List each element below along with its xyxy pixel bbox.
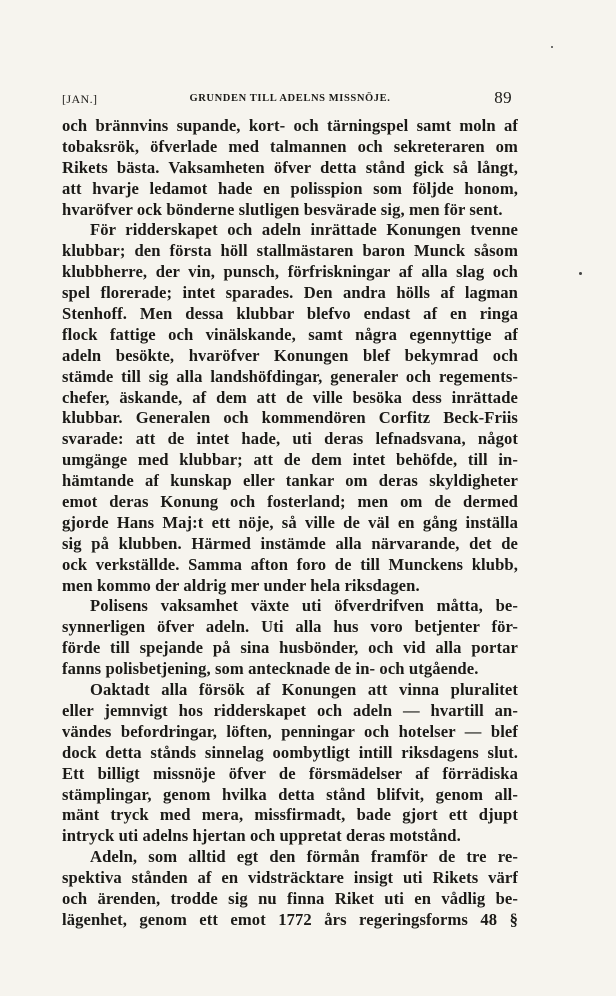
text-line: ock verkställde. Samma afton foro de till Munckens klubb, <box>62 554 518 574</box>
text-line: svarade: att de intet hade, uti deras lefnadsvana, något <box>62 429 518 449</box>
text-line: Stenhoff. Men dessa klubbar blefvo endast af en ringa <box>62 304 518 324</box>
text-line: spel florerade; intet sparades. Den andra hölls af lagman <box>62 283 518 303</box>
text-line: och ärenden, trodde sig nu finna Riket uti en vådlig be- <box>62 888 518 908</box>
margin-speck <box>551 46 553 48</box>
text-line: förde till spejande på sina husbönder, och vid alla portar <box>62 638 518 658</box>
text-line: Ett billigt missnöje öfver de försmädelser af förrädiska <box>62 763 518 783</box>
margin-speck <box>579 272 582 275</box>
text-line: intryck uti adelns hjertan och uppretat deras motstånd. <box>62 826 461 846</box>
text-line: Rikets bästa. Vaksamheten öfver detta stånd gick så långt, <box>62 157 518 177</box>
text-line: synnerligen öfver adeln. Uti alla hus voro betjenter för- <box>62 617 518 637</box>
page-number: 89 <box>494 88 512 107</box>
text-line: klubbherre, der vin, punsch, förfriskningar af alla slag och <box>62 262 518 282</box>
text-line: klubbar; den första höll stallmästaren baron Munck såsom <box>62 241 518 261</box>
running-head-month: [JAN.] <box>62 92 98 106</box>
text-line: sig på klubben. Härmed instämde alla närvarande, det de <box>62 533 518 553</box>
text-line: umgänge med klubbar; att de dem intet behöfde, till in- <box>62 450 518 470</box>
text-line: adeln besökte, hvaröfver Konungen blef bekymrad och <box>62 345 518 365</box>
text-line: och brännvins supande, kort- och tärningspel samt moln af <box>62 116 518 135</box>
text-line: mänt tryck med mera, missfirmadt, bade gjort ett djupt <box>62 805 518 825</box>
text-line: Adeln, som alltid egt den förmån framför de tre re- <box>90 847 518 867</box>
text-line: hämtande af kunskap eller tankar om deras skyldigheter <box>62 471 518 491</box>
text-line: tobaksrök, öfverlade med talmannen och sekreteraren om <box>62 136 518 156</box>
running-head-title: GRUNDEN TILL ADELNS MISSNÖJE. <box>189 93 391 104</box>
text-line: men kommo der aldrig mer under hela riksdagen. <box>62 575 420 595</box>
book-page <box>62 88 518 931</box>
text-line: att hvarje ledamot hade en polisspion som följde honom, <box>62 178 518 198</box>
text-line: dock detta stånds sinnelag oombytligt intill riksdagens slut. <box>62 742 518 762</box>
body-text <box>62 116 518 931</box>
text-line: emot deras Konung och fosterland; men om de dermed <box>62 492 518 512</box>
text-line: gjorde Hans Maj:t ett nöje, så ville de väl en gång inställa <box>62 512 518 532</box>
text-line: För ridderskapet och adeln inrättade Konungen tvenne <box>90 220 518 240</box>
text-line: fanns polisbetjening, som antecknade de in- och utgående. <box>62 659 479 679</box>
text-line: hvaröfver ock bönderne slutligen besvärade sig, men för sent. <box>62 199 503 219</box>
text-line: spektiva stånden af en vidsträcktare insigt uti Rikets värf <box>62 868 518 888</box>
text-line: flock fattige och vinälskande, samt några egennyttige af <box>62 324 518 344</box>
text-line: vändes befordringar, löften, penningar och hotelser — blef <box>62 721 518 741</box>
text-line: eller jemnvigt hos ridderskapet och adeln — hvartill an- <box>62 700 518 720</box>
text-line: Oaktadt alla försök af Konungen att vinna pluralitet <box>90 680 518 700</box>
text-line: Polisens vaksamhet växte uti öfverdrifven måtta, be- <box>90 596 518 616</box>
text-line: stämde till sig alla landshöfdingar, generaler och regements- <box>62 366 518 386</box>
text-line: lägenhet, genom ett emot 1772 års regeringsforms 48 § <box>62 909 518 929</box>
running-head <box>62 88 518 112</box>
text-line: stämplingar, genom hvilka detta stånd blifvit, genom all- <box>62 784 518 804</box>
text-line: klubbar. Generalen och kommendören Corfitz Beck-Friis <box>62 408 518 428</box>
text-line: chefer, äskande, af dem att de ville besöka dess inrättade <box>62 387 518 407</box>
